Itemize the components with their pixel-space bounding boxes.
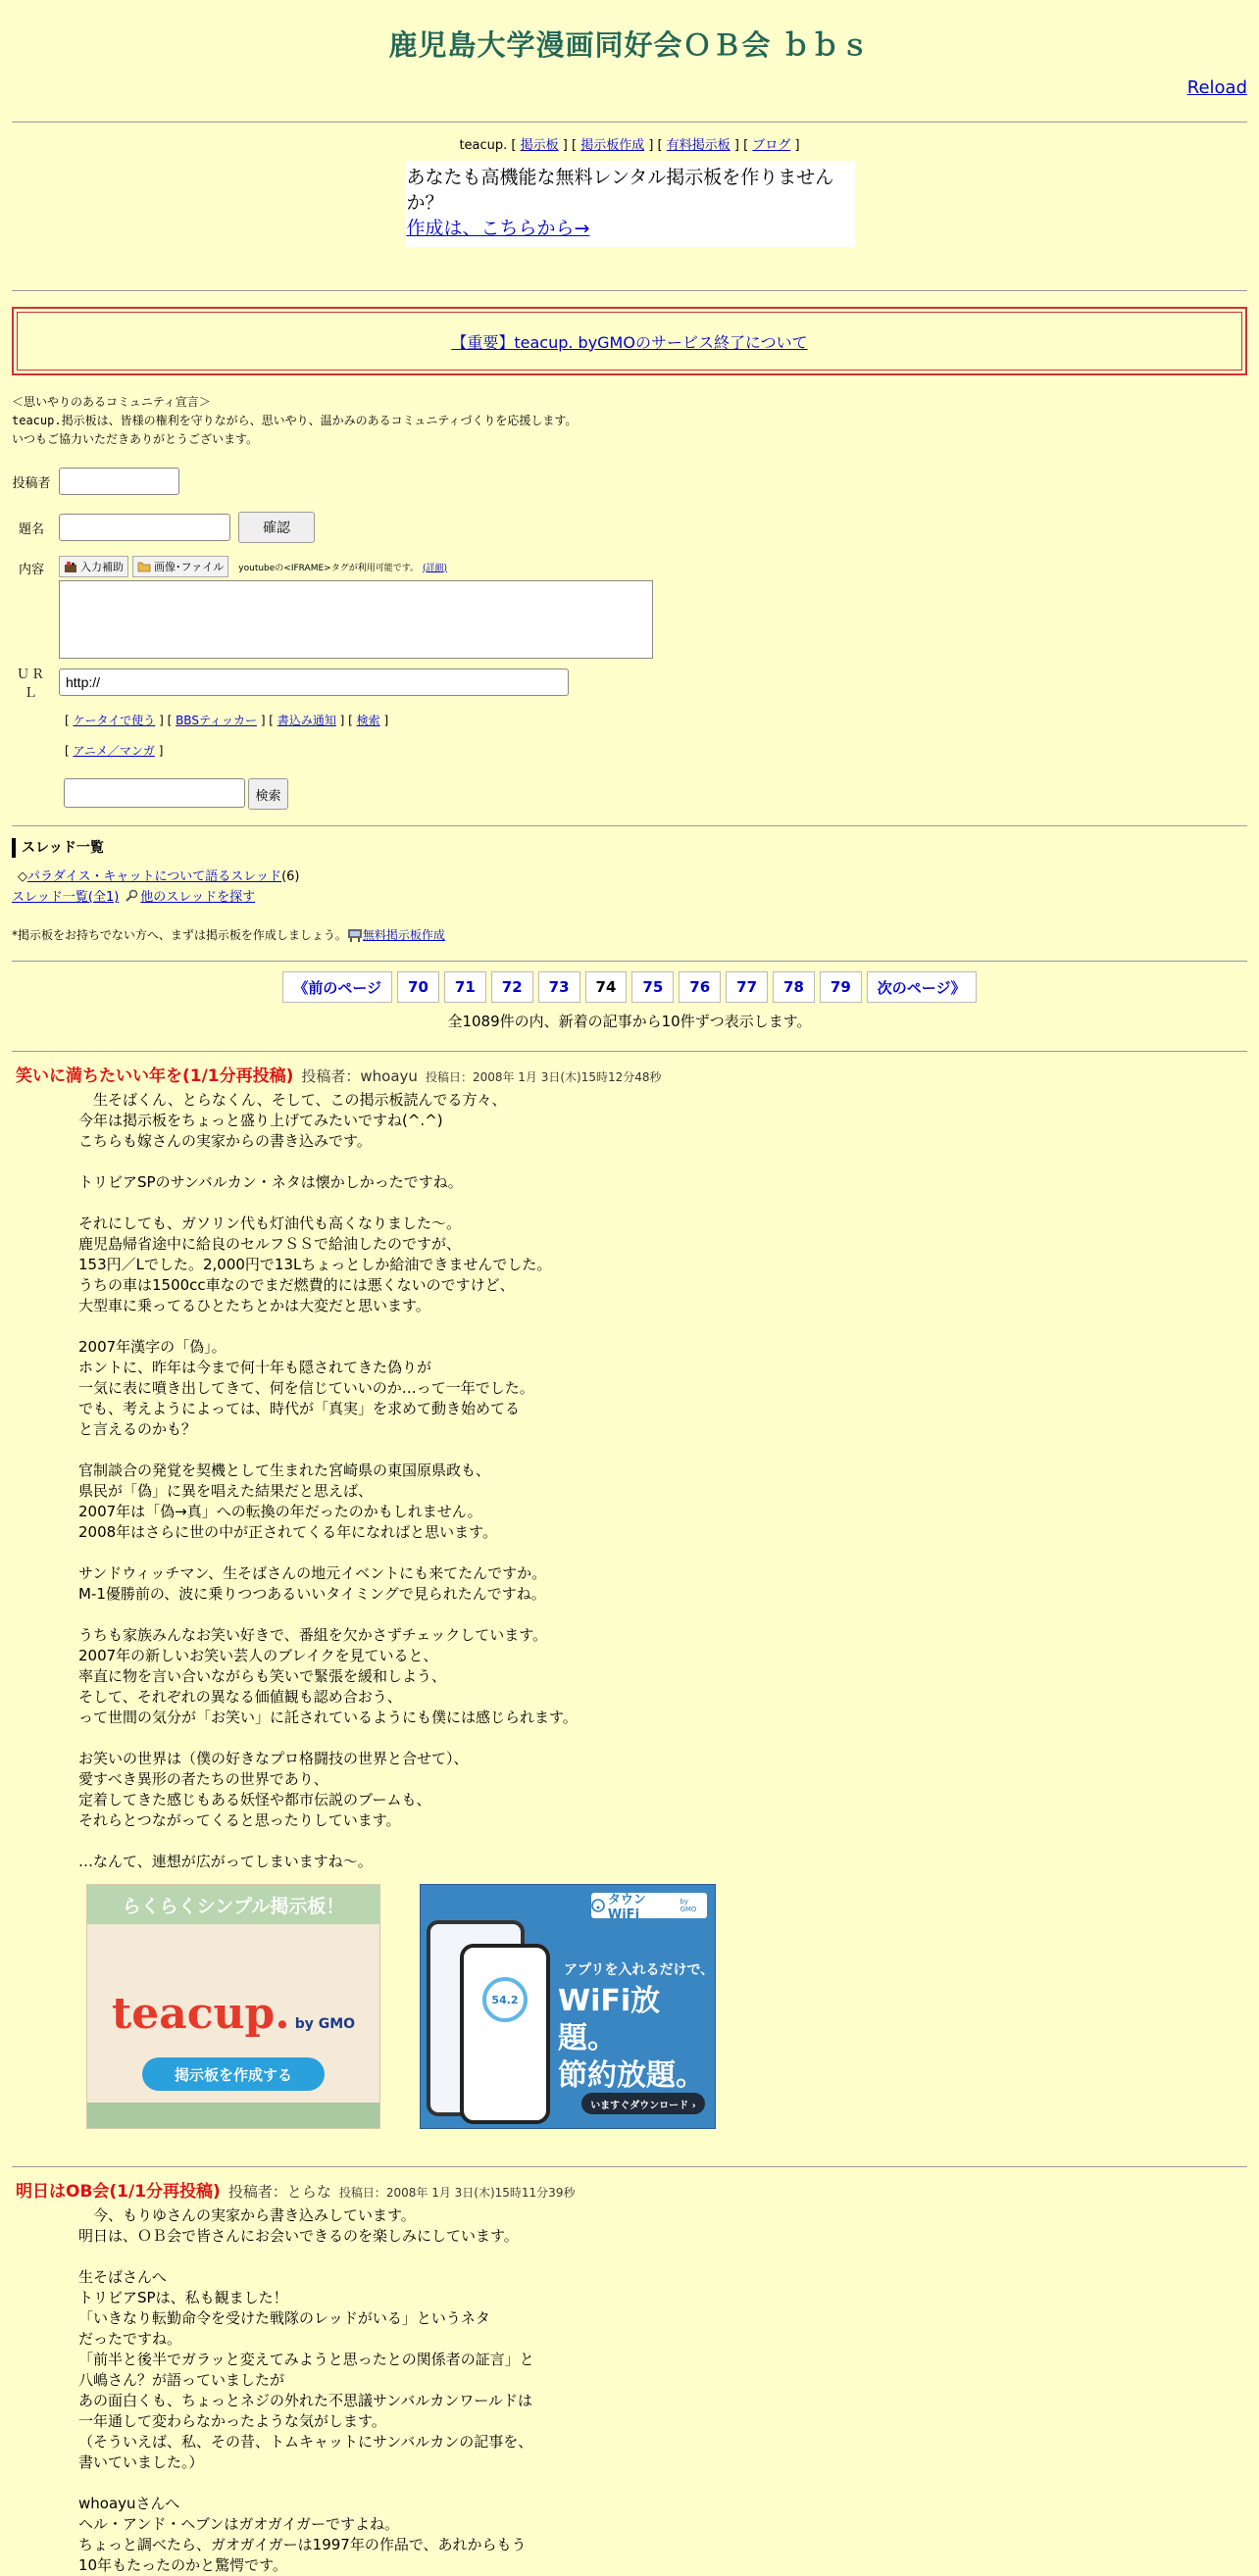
thread-list-heading: スレッド一覧 [12, 838, 1247, 858]
url-label: ＵＲＬ [16, 668, 46, 701]
input-assist-button[interactable]: 入力補助 [59, 556, 128, 577]
poster-input[interactable] [59, 468, 179, 495]
next-page-button[interactable]: 次のページ》 [867, 971, 977, 1003]
folder-image-icon [137, 561, 151, 572]
bbs-ticker-link[interactable]: BBSティッカー [176, 714, 257, 727]
ad-area [12, 1884, 1247, 2131]
post-author: 投稿者：whoayu [301, 1067, 418, 1085]
page-77[interactable]: 77 [726, 971, 768, 1003]
page-76[interactable]: 76 [679, 971, 721, 1003]
thread-item: ◇パラダイス・キャットについて語るスレッド(6) [18, 869, 300, 884]
page-70[interactable]: 70 [397, 971, 439, 1003]
reload-link[interactable]: Reload [1186, 77, 1247, 98]
create-bbs-link[interactable]: 無料掲示板作成 [362, 928, 445, 942]
nav-paid-bbs-link[interactable]: 有料掲示板 [666, 138, 730, 153]
subject-input[interactable] [59, 514, 230, 541]
ad-logo-suffix: by GMO [294, 2016, 356, 2032]
tool-links: [ ケータイで使う ] [ BBSティッカー ] [ 書込み通知 ] [ 検索 ] [65, 714, 389, 727]
promo-question: あなたも高機能な無料レンタル掲示板を作りませんか？ [406, 167, 834, 214]
wifi-line2: 節約放題。 [558, 2058, 705, 2093]
divider [12, 122, 1247, 123]
confirm-button[interactable]: 確認 [238, 512, 315, 543]
post [12, 1062, 1247, 2131]
post-body: 今、もりゆさんの実家から書き込みしています。 明日は、ＯＢ会で皆さんにお会いできるのを楽しみにしています。 生そばさんへ トリビアSPは、私も観ました！ 「いきなり転勤命令を受けた戦隊のレッドがいる」というネタ だったですね。 「前半と後半でガラッと変えてみようと思ったとの関係者の証言」と 八嶋さん？が語っていましたが あの面白くも、ちょっとネジの外れた不思議サンバルカンワールドは 一年通して変わらなかったような気がします。 （そういえば、私、その昔、トムキャットにサンバルカンの記事を、 書いていました。） whoayuさんへ ヘル・アンド・ヘブンはガオガイガーですよね。 ちょっと調べたら、ガオガイガーは1997年の作品で、あれからもう 10年もたったのかと驚愕です。 [78, 2206, 534, 2574]
search-input[interactable] [64, 778, 245, 808]
wifi-brand: タウンWiFi [607, 1893, 646, 1922]
ad-logo: teacup. [111, 1989, 290, 2039]
nav-blog-link[interactable]: ブログ [752, 138, 791, 153]
ad-headline: らくらくシンプル掲示板！ [87, 1885, 379, 1924]
page-75[interactable]: 75 [631, 971, 674, 1003]
phone-front-image: 54.2 [460, 1944, 550, 2124]
promo-box [405, 161, 855, 247]
anime-manga-link[interactable]: アニメ／マンガ [73, 744, 155, 758]
divider [12, 290, 1247, 291]
post-date: 投稿日：2008年 1月 3日(木)15時12分48秒 [425, 1070, 662, 1084]
youtube-note: youtubeの<IFRAME>タグが利用可能です。 [238, 563, 419, 573]
create-note: *掲示板をお持ちでない方へ、まずは掲示板を作成しましょう。 無料掲示板作成 [12, 928, 445, 942]
search-button[interactable]: 検索 [248, 778, 288, 810]
post-body: 生そばくん、とらなくん、そして、この掲示板読んでる方々、 今年は掲示板をちょっと盛り上げてみたいですね(^.^) こちらも嫁さんの実家からの書き込みです。 トリビアSPのサンバルカン・ネタは懐かしかったですね。 それにしても、ガソリン代も灯油代も高くなりました～。 鹿児島帰省途中に給良のセルフＳＳで給油したのですが、 153円／Lでした。2,000円で13Lちょっとしか給油できませんでした。 うちの車は1500cc車なのでまだ燃費的には悪くないのですけど、 大型車に乗ってるひとたちとかは大変だと思います。 2007年漢字の「偽」。 ホントに、昨年は今まで何十年も隠されてきた偽りが 一気に表に噴き出してきて、何を信じていいのか…って一年でした。 でも、考えようによっては、時代が「真実」を求めて動き始めてる と言えるのかも？ 官制談合の発覚を契機として生まれた宮崎県の東国原県政も、 県民が「偽」に異を唱えた結果だと思えば、 2007年は「偽→真」への転換の年だったのかもしれません。 2008年はさらに世の中が正されてくる年になればと思います。 サンドウィッチマン、生そばさんの地元イベントにも来てたんですか。 M-1優勝前の、波に乗りつつあるいいタイミングで見られたんですね。 うちも家族みんなお笑い好きで、番組を欠かさずチェックしています。 2007年の新しいお笑い芸人のブレイクを見ていると、 率直に物を言い合いながらも笑いで緊張を緩和しよう、 そして、それぞれの異なる価値観も認め合おう、 って世間の気分が「お笑い」に託されているようにも僕には感じられます。 お笑いの世界は（僕の好きなプロ格闘技の世界と合せて）、 愛すべき異形の者たちの世界であり、 定着してきた感じもある妖怪や都市伝説のブームも、 それらとつながってくると思ったりしています。 …なんて、連想が広がってしまいますね～。 [78, 1091, 578, 1870]
wifi-brand-sub: by GMO [680, 1898, 697, 1913]
wifi-download-button: いますぐダウンロード › [581, 2093, 705, 2114]
page-79[interactable]: 79 [820, 971, 862, 1003]
nav-create-bbs-link[interactable]: 掲示板作成 [580, 138, 645, 153]
bbs-icon [347, 928, 363, 942]
content-label: 内容 [18, 563, 44, 577]
page-78[interactable]: 78 [773, 971, 815, 1003]
divider [12, 961, 1247, 962]
wifi-tagline: アプリを入れるだけで、 [564, 1962, 715, 1978]
magnifier-icon [125, 889, 138, 903]
post-form [12, 465, 1247, 810]
post-title: 明日はOB会(1/1分再投稿) [16, 2182, 221, 2202]
image-file-button[interactable]: 画像･ファイル [132, 556, 228, 577]
page-74-current: 74 [585, 971, 628, 1003]
content-textarea[interactable] [59, 580, 653, 659]
find-threads-link[interactable]: 他のスレッドを探す [140, 890, 256, 905]
input-assist-icon [64, 561, 77, 573]
thread-link[interactable]: パラダイス・キャットについて語るスレッド [27, 869, 282, 884]
url-input[interactable] [59, 669, 569, 696]
post-title: 笑いに満ちたいい年を(1/1分再投稿) [16, 1066, 294, 1086]
community-declaration: ＜思いやりのあるコミュニティ宣言＞ teacup.掲示板は、皆様の権利を守りながら、思いやり、温かみのあるコミュニティづくりを応援します。 いつもご協力いただきありがとうございます。 [12, 395, 578, 446]
wifi-ad-banner[interactable] [420, 1884, 716, 2129]
ad-create-button: 掲示板を作成する [142, 2057, 325, 2091]
divider [12, 1051, 1247, 1052]
wifi-line1: WiFi放題。 [558, 1984, 661, 2056]
nav-bbs-link[interactable]: 掲示板 [520, 138, 559, 153]
subject-label: 題名 [18, 521, 44, 537]
poster-label: 投稿者 [12, 475, 51, 491]
teacup-ad-banner[interactable] [86, 1884, 380, 2129]
prev-page-button[interactable]: 《前のページ [282, 971, 392, 1003]
page-72[interactable]: 72 [491, 971, 533, 1003]
wifi-logo-icon [591, 1899, 605, 1912]
search-link[interactable]: 検索 [356, 714, 380, 727]
post-date: 投稿日：2008年 1月 3日(木)15時11分39秒 [338, 2186, 576, 2200]
divider [12, 825, 1247, 826]
service-end-notice-link[interactable]: 【重要】teacup. byGMOのサービス終了について [451, 332, 808, 352]
post-author: 投稿者：とらな [227, 2183, 331, 2201]
site-title: 鹿児島大学漫画同好会ＯＢ会 ｂｂｓ [388, 28, 871, 62]
pagination [12, 971, 1247, 1003]
notice-box [12, 307, 1247, 375]
teacup-nav: teacup. [ 掲示板 ] [ 掲示板作成 ] [ 有料掲示板 ] [ ブログ ] [459, 138, 800, 153]
post [12, 2177, 1247, 2576]
page-73[interactable]: 73 [538, 971, 580, 1003]
details-link[interactable]: (詳細) [423, 563, 448, 573]
page-71[interactable]: 71 [444, 971, 486, 1003]
mobile-link[interactable]: ケータイで使う [73, 714, 156, 727]
category-links: [ アニメ／マンガ ] [65, 744, 164, 758]
divider [12, 2166, 1247, 2167]
post-notify-link[interactable]: 書込み通知 [277, 714, 336, 727]
pager-summary: 全1089件の内、新着の記事から10件ずつ表示します。 [447, 1013, 812, 1030]
all-threads-link[interactable]: スレッド一覧(全1) [12, 890, 120, 905]
promo-link[interactable]: 作成は、こちらから→ [406, 218, 590, 239]
